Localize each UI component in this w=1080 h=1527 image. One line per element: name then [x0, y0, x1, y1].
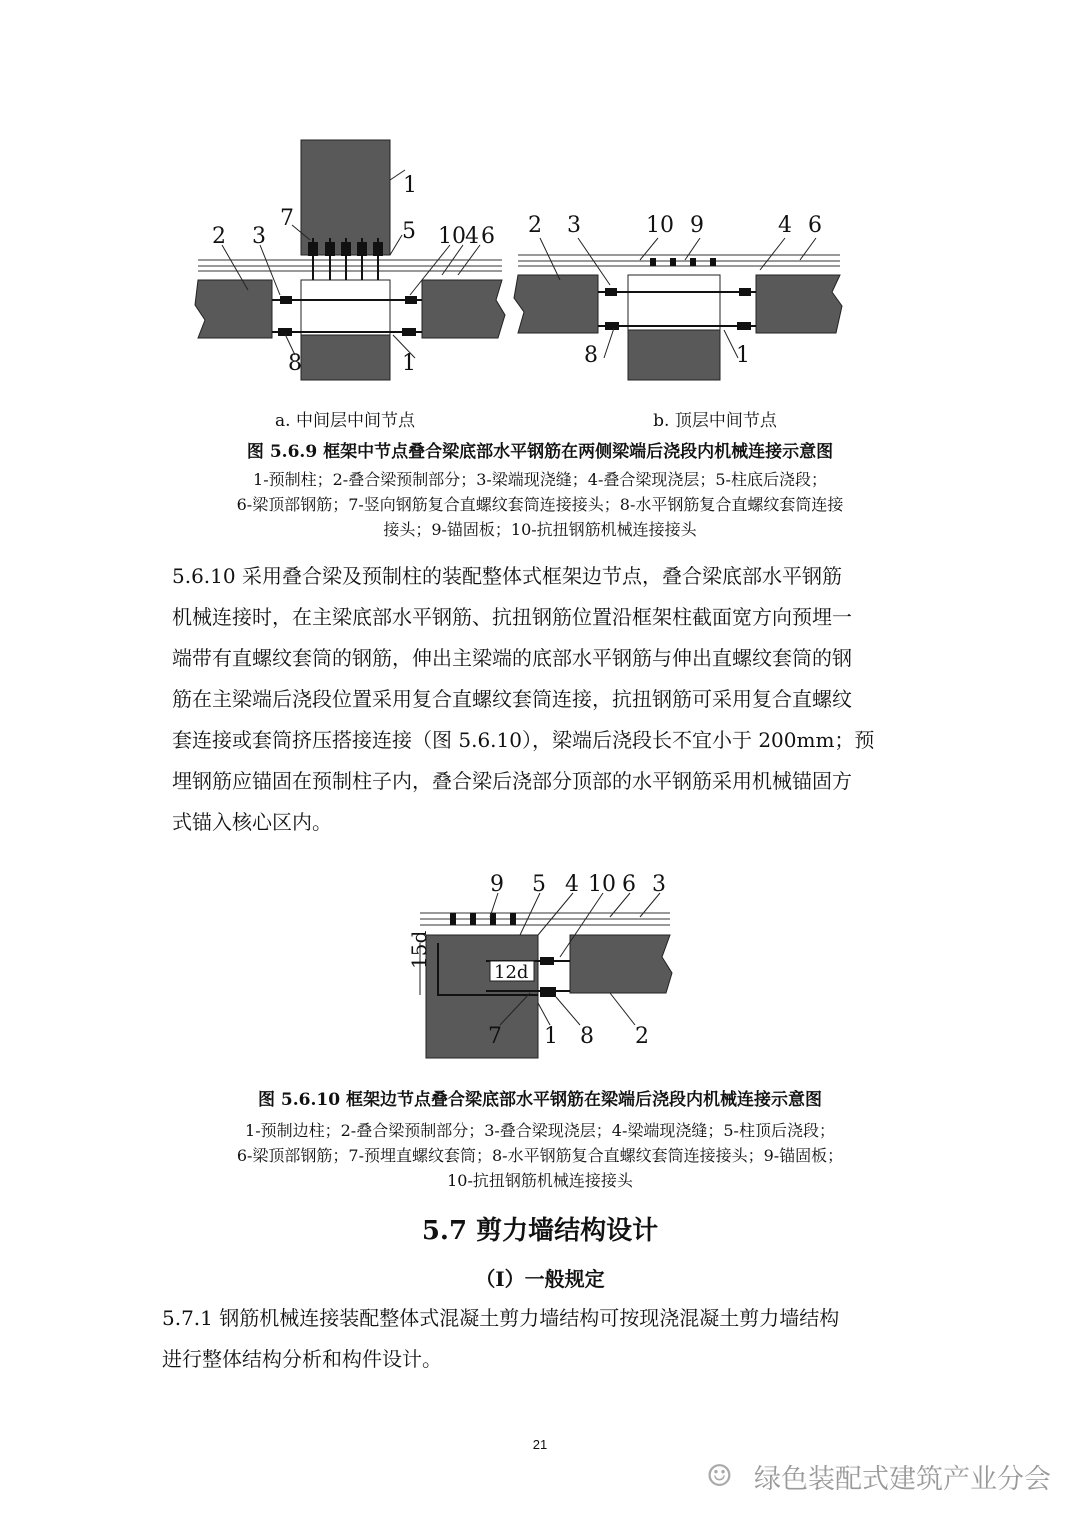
label-c-10: 10	[588, 872, 616, 897]
dim-15d: 15d	[407, 930, 431, 969]
label-b-6: 6	[808, 213, 822, 238]
label-a-6: 6	[481, 224, 495, 249]
paragraph-line: 端带有直螺纹套筒的钢筋，伸出主梁端的底部水平钢筋与伸出直螺纹套筒的钢	[172, 646, 852, 670]
label-b-9: 9	[690, 213, 704, 238]
label-a-1b: 1	[402, 351, 416, 376]
label-b-4: 4	[778, 213, 792, 238]
section-5-6-10-paragraph	[172, 556, 932, 843]
label-a-1: 1	[403, 173, 417, 198]
paragraph-line: 5.7.1 钢筋机械连接装配整体式混凝土剪力墙结构可按现浇混凝土剪力墙结构	[162, 1306, 840, 1330]
paragraph-line: 套连接或套筒挤压搭接连接（图 5.6.10），梁端后浇段长不宜小于 200mm；预	[172, 728, 875, 752]
wechat-icon: ☺	[706, 1459, 733, 1494]
figure-5-6-9-legend	[150, 467, 930, 542]
label-b-8: 8	[584, 343, 598, 368]
label-a-8: 8	[288, 351, 302, 376]
dim-12d: 12d	[494, 962, 529, 983]
figure-5-6-10-diagram	[390, 865, 690, 1065]
section-5-7-1-paragraph	[162, 1298, 932, 1380]
paragraph-line: 5.6.10 采用叠合梁及预制柱的装配整体式框架边节点，叠合梁底部水平钢筋	[172, 564, 842, 588]
label-c-6: 6	[622, 872, 636, 897]
label-b-2: 2	[528, 213, 542, 238]
label-c-4: 4	[565, 872, 579, 897]
legend-line: 1-预制柱；2-叠合梁预制部分；3-梁端现浇缝；4-叠合梁现浇层；5-柱底后浇段；	[253, 470, 827, 489]
label-a-7: 7	[280, 206, 294, 231]
label-c-2: 2	[635, 1024, 649, 1049]
watermark	[706, 1457, 1066, 1493]
figure-5-6-9-title: 图 5.6.9 框架中节点叠合梁底部水平钢筋在两侧梁端后浇段内机械连接示意图	[246, 442, 834, 462]
legend-line: 接头；9-锚固板；10-抗扭钢筋机械连接接头	[383, 520, 697, 539]
figure-5-6-10-title: 图 5.6.10 框架边节点叠合梁底部水平钢筋在梁端后浇段内机械连接示意图	[258, 1090, 822, 1110]
label-c-8: 8	[580, 1024, 594, 1049]
label-c-7: 7	[488, 1024, 502, 1049]
section-5-7-heading: 5.7 剪力墙结构设计	[421, 1216, 659, 1246]
legend-line: 6-梁顶部钢筋；7-预埋直螺纹套筒；8-水平钢筋复合直螺纹套筒连接接头；9-锚固板；	[236, 1146, 844, 1165]
paragraph-line: 机械连接时，在主梁底部水平钢筋、抗扭钢筋位置沿框架柱截面宽方向预埋一	[172, 605, 852, 629]
figure-5-6-9-b-diagram	[510, 200, 850, 390]
label-a-4: 4	[465, 224, 479, 249]
paragraph-line: 式锚入核心区内。	[172, 810, 332, 834]
paragraph-line: 进行整体结构分析和构件设计。	[162, 1347, 442, 1371]
figure-5-6-9-subcaption-b: b. 顶层中间节点	[653, 411, 777, 431]
watermark-text: 绿色装配式建筑产业分会	[754, 1464, 1051, 1495]
label-a-3: 3	[252, 224, 266, 249]
label-b-10: 10	[646, 213, 674, 238]
paragraph-line: 埋钢筋应锚固在预制柱子内，叠合梁后浇部分顶部的水平钢筋采用机械锚固方	[172, 769, 852, 793]
label-b-1: 1	[736, 343, 750, 368]
page-number: 21	[532, 1437, 548, 1452]
label-c-3: 3	[652, 872, 666, 897]
figure-5-6-9-a-diagram	[180, 130, 510, 390]
figure-5-6-10-legend	[150, 1118, 930, 1193]
label-a-2: 2	[212, 224, 226, 249]
label-c-5: 5	[532, 872, 546, 897]
label-b-3: 3	[567, 213, 581, 238]
legend-line: 10-抗扭钢筋机械连接接头	[447, 1171, 633, 1190]
figure-5-6-9-subcaption-a: a. 中间层中间节点	[275, 411, 415, 431]
label-c-1: 1	[544, 1024, 558, 1049]
label-a-5: 5	[402, 219, 416, 244]
section-5-7-subheading: （Ⅰ）一般规定	[475, 1267, 605, 1291]
label-c-9: 9	[490, 872, 504, 897]
legend-line: 6-梁顶部钢筋；7-竖向钢筋复合直螺纹套筒连接接头；8-水平钢筋复合直螺纹套筒连接	[236, 495, 844, 514]
legend-line: 1-预制边柱；2-叠合梁预制部分；3-叠合梁现浇层；4-梁端现浇缝；5-柱顶后浇段；	[245, 1121, 835, 1140]
label-a-10: 10	[438, 224, 466, 249]
paragraph-line: 筋在主梁端后浇段位置采用复合直螺纹套筒连接，抗扭钢筋可采用复合直螺纹	[172, 687, 852, 711]
